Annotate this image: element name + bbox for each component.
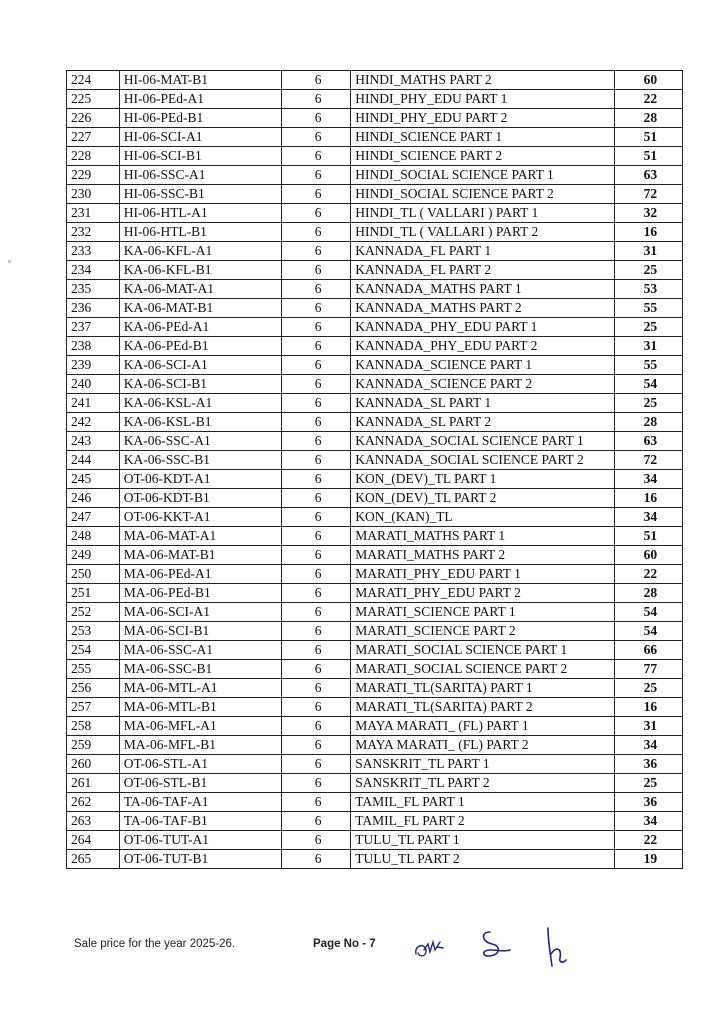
standard-cell: 6	[281, 318, 350, 337]
book-code-cell: OT-06-STL-B1	[119, 774, 281, 793]
serial-number-cell: 246	[67, 489, 120, 508]
standard-cell: 6	[281, 660, 350, 679]
book-code-cell: KA-06-MAT-B1	[119, 299, 281, 318]
table-row	[67, 166, 683, 185]
table-row	[67, 261, 683, 280]
price-cell: 16	[614, 489, 682, 508]
book-code-cell: MA-06-MTL-B1	[119, 698, 281, 717]
book-title-cell: MARATI_SOCIAL SCIENCE PART 2	[351, 660, 615, 679]
serial-number-cell: 230	[67, 185, 120, 204]
standard-cell: 6	[281, 584, 350, 603]
price-cell: 28	[614, 584, 682, 603]
book-code-cell: KA-06-SSC-A1	[119, 432, 281, 451]
price-cell: 77	[614, 660, 682, 679]
book-code-cell: KA-06-MAT-A1	[119, 280, 281, 299]
standard-cell: 6	[281, 128, 350, 147]
serial-number-cell: 253	[67, 622, 120, 641]
price-cell: 60	[614, 546, 682, 565]
sale-price-note: Sale price for the year 2025-26.	[74, 938, 236, 950]
book-title-cell: KANNADA_SCIENCE PART 2	[351, 375, 615, 394]
standard-cell: 6	[281, 204, 350, 223]
book-title-cell: KANNADA_SOCIAL SCIENCE PART 2	[351, 451, 615, 470]
book-title-cell: HINDI_MATHS PART 2	[351, 71, 615, 90]
price-cell: 66	[614, 641, 682, 660]
book-code-cell: OT-06-TUT-A1	[119, 831, 281, 850]
price-cell: 31	[614, 337, 682, 356]
book-code-cell: MA-06-PEd-B1	[119, 584, 281, 603]
standard-cell: 6	[281, 261, 350, 280]
serial-number-cell: 231	[67, 204, 120, 223]
book-title-cell: KON_(DEV)_TL PART 1	[351, 470, 615, 489]
book-code-cell: KA-06-SCI-A1	[119, 356, 281, 375]
serial-number-cell: 257	[67, 698, 120, 717]
serial-number-cell: 227	[67, 128, 120, 147]
book-code-cell: HI-06-PEd-B1	[119, 109, 281, 128]
table-row	[67, 679, 683, 698]
book-title-cell: MAYA MARATI_ (FL) PART 2	[351, 736, 615, 755]
book-title-cell: TAMIL_FL PART 2	[351, 812, 615, 831]
standard-cell: 6	[281, 470, 350, 489]
book-code-cell: HI-06-SSC-A1	[119, 166, 281, 185]
price-cell: 16	[614, 698, 682, 717]
book-code-cell: MA-06-MFL-B1	[119, 736, 281, 755]
price-cell: 28	[614, 413, 682, 432]
standard-cell: 6	[281, 527, 350, 546]
table-row	[67, 698, 683, 717]
book-title-cell: MARATI_SOCIAL SCIENCE PART 1	[351, 641, 615, 660]
serial-number-cell: 239	[67, 356, 120, 375]
serial-number-cell: 228	[67, 147, 120, 166]
standard-cell: 6	[281, 793, 350, 812]
serial-number-cell: 248	[67, 527, 120, 546]
book-code-cell: MA-06-SSC-A1	[119, 641, 281, 660]
book-code-cell: MA-06-MFL-A1	[119, 717, 281, 736]
book-code-cell: MA-06-PEd-A1	[119, 565, 281, 584]
table-row	[67, 508, 683, 527]
serial-number-cell: 243	[67, 432, 120, 451]
serial-number-cell: 244	[67, 451, 120, 470]
serial-number-cell: 247	[67, 508, 120, 527]
serial-number-cell: 259	[67, 736, 120, 755]
table-row	[67, 147, 683, 166]
book-code-cell: HI-06-SCI-A1	[119, 128, 281, 147]
book-title-cell: KANNADA_SL PART 1	[351, 394, 615, 413]
price-cell: 63	[614, 432, 682, 451]
price-cell: 31	[614, 717, 682, 736]
table-row	[67, 850, 683, 869]
table-row	[67, 280, 683, 299]
book-title-cell: MARATI_MATHS PART 1	[351, 527, 615, 546]
price-cell: 36	[614, 755, 682, 774]
table-row	[67, 565, 683, 584]
book-code-cell: KA-06-KFL-A1	[119, 242, 281, 261]
price-cell: 34	[614, 470, 682, 489]
standard-cell: 6	[281, 508, 350, 527]
price-cell: 22	[614, 565, 682, 584]
table-row	[67, 413, 683, 432]
price-cell: 55	[614, 299, 682, 318]
serial-number-cell: 250	[67, 565, 120, 584]
standard-cell: 6	[281, 280, 350, 299]
book-code-cell: MA-06-MTL-A1	[119, 679, 281, 698]
table-row	[67, 774, 683, 793]
price-cell: 19	[614, 850, 682, 869]
standard-cell: 6	[281, 71, 350, 90]
price-cell: 34	[614, 508, 682, 527]
book-title-cell: KANNADA_SCIENCE PART 1	[351, 356, 615, 375]
standard-cell: 6	[281, 223, 350, 242]
book-title-cell: MARATI_MATHS PART 2	[351, 546, 615, 565]
book-code-cell: HI-06-SCI-B1	[119, 147, 281, 166]
table-row	[67, 337, 683, 356]
table-row	[67, 641, 683, 660]
serial-number-cell: 258	[67, 717, 120, 736]
price-cell: 22	[614, 831, 682, 850]
serial-number-cell: 240	[67, 375, 120, 394]
standard-cell: 6	[281, 546, 350, 565]
serial-number-cell: 262	[67, 793, 120, 812]
textbook-price-table	[66, 70, 683, 869]
book-code-cell: TA-06-TAF-A1	[119, 793, 281, 812]
table-row	[67, 223, 683, 242]
standard-cell: 6	[281, 812, 350, 831]
book-code-cell: HI-06-HTL-B1	[119, 223, 281, 242]
book-code-cell: TA-06-TAF-B1	[119, 812, 281, 831]
table-row	[67, 660, 683, 679]
serial-number-cell: 265	[67, 850, 120, 869]
standard-cell: 6	[281, 736, 350, 755]
table-row	[67, 109, 683, 128]
price-cell: 72	[614, 451, 682, 470]
table-row	[67, 812, 683, 831]
book-title-cell: KANNADA_PHY_EDU PART 2	[351, 337, 615, 356]
standard-cell: 6	[281, 147, 350, 166]
book-code-cell: KA-06-SCI-B1	[119, 375, 281, 394]
table-row	[67, 432, 683, 451]
book-code-cell: MA-06-MAT-A1	[119, 527, 281, 546]
serial-number-cell: 232	[67, 223, 120, 242]
serial-number-cell: 224	[67, 71, 120, 90]
serial-number-cell: 235	[67, 280, 120, 299]
book-title-cell: SANSKRIT_TL PART 2	[351, 774, 615, 793]
price-cell: 55	[614, 356, 682, 375]
book-title-cell: MARATI_SCIENCE PART 1	[351, 603, 615, 622]
book-title-cell: HINDI_SOCIAL SCIENCE PART 1	[351, 166, 615, 185]
table-row	[67, 318, 683, 337]
serial-number-cell: 251	[67, 584, 120, 603]
book-code-cell: KA-06-KSL-A1	[119, 394, 281, 413]
table-row	[67, 717, 683, 736]
standard-cell: 6	[281, 850, 350, 869]
scan-speck	[8, 260, 11, 263]
serial-number-cell: 234	[67, 261, 120, 280]
price-cell: 36	[614, 793, 682, 812]
standard-cell: 6	[281, 337, 350, 356]
signatures	[410, 920, 590, 970]
table-row	[67, 185, 683, 204]
serial-number-cell: 254	[67, 641, 120, 660]
book-title-cell: HINDI_PHY_EDU PART 2	[351, 109, 615, 128]
table-row	[67, 470, 683, 489]
price-cell: 31	[614, 242, 682, 261]
book-title-cell: MARATI_PHY_EDU PART 1	[351, 565, 615, 584]
serial-number-cell: 236	[67, 299, 120, 318]
price-cell: 51	[614, 128, 682, 147]
table-row	[67, 603, 683, 622]
serial-number-cell: 245	[67, 470, 120, 489]
book-code-cell: HI-06-MAT-B1	[119, 71, 281, 90]
standard-cell: 6	[281, 755, 350, 774]
price-cell: 51	[614, 527, 682, 546]
standard-cell: 6	[281, 432, 350, 451]
book-code-cell: HI-06-SSC-B1	[119, 185, 281, 204]
book-title-cell: MARATI_PHY_EDU PART 2	[351, 584, 615, 603]
book-code-cell: KA-06-SSC-B1	[119, 451, 281, 470]
table-row	[67, 736, 683, 755]
price-cell: 34	[614, 812, 682, 831]
price-cell: 25	[614, 394, 682, 413]
book-code-cell: KA-06-KFL-B1	[119, 261, 281, 280]
standard-cell: 6	[281, 698, 350, 717]
table-row	[67, 622, 683, 641]
table-row	[67, 489, 683, 508]
book-code-cell: OT-06-KDT-B1	[119, 489, 281, 508]
standard-cell: 6	[281, 717, 350, 736]
signature-2	[483, 932, 510, 956]
book-code-cell: OT-06-STL-A1	[119, 755, 281, 774]
book-code-cell: MA-06-MAT-B1	[119, 546, 281, 565]
book-title-cell: TULU_TL PART 2	[351, 850, 615, 869]
table-row	[67, 90, 683, 109]
signature-1	[416, 942, 443, 956]
price-cell: 32	[614, 204, 682, 223]
book-title-cell: HINDI_SCIENCE PART 2	[351, 147, 615, 166]
standard-cell: 6	[281, 375, 350, 394]
standard-cell: 6	[281, 622, 350, 641]
table-row	[67, 299, 683, 318]
table-row	[67, 451, 683, 470]
serial-number-cell: 226	[67, 109, 120, 128]
standard-cell: 6	[281, 774, 350, 793]
serial-number-cell: 242	[67, 413, 120, 432]
table-row	[67, 793, 683, 812]
book-title-cell: MAYA MARATI_ (FL) PART 1	[351, 717, 615, 736]
price-cell: 72	[614, 185, 682, 204]
standard-cell: 6	[281, 831, 350, 850]
price-cell: 54	[614, 622, 682, 641]
price-cell: 34	[614, 736, 682, 755]
book-title-cell: KANNADA_MATHS PART 1	[351, 280, 615, 299]
book-title-cell: TAMIL_FL PART 1	[351, 793, 615, 812]
page-number: Page No - 7	[313, 938, 376, 950]
standard-cell: 6	[281, 356, 350, 375]
signature-3	[548, 928, 566, 966]
table-row	[67, 527, 683, 546]
serial-number-cell: 237	[67, 318, 120, 337]
price-cell: 28	[614, 109, 682, 128]
price-cell: 25	[614, 774, 682, 793]
book-title-cell: KANNADA_FL PART 1	[351, 242, 615, 261]
price-cell: 22	[614, 90, 682, 109]
book-code-cell: MA-06-SCI-A1	[119, 603, 281, 622]
table-row	[67, 128, 683, 147]
price-cell: 25	[614, 679, 682, 698]
standard-cell: 6	[281, 299, 350, 318]
book-title-cell: KANNADA_SL PART 2	[351, 413, 615, 432]
book-title-cell: KON_(KAN)_TL	[351, 508, 615, 527]
book-title-cell: HINDI_PHY_EDU PART 1	[351, 90, 615, 109]
serial-number-cell: 225	[67, 90, 120, 109]
book-code-cell: KA-06-PEd-B1	[119, 337, 281, 356]
standard-cell: 6	[281, 242, 350, 261]
book-code-cell: OT-06-TUT-B1	[119, 850, 281, 869]
serial-number-cell: 261	[67, 774, 120, 793]
book-title-cell: HINDI_SOCIAL SCIENCE PART 2	[351, 185, 615, 204]
book-code-cell: KA-06-KSL-B1	[119, 413, 281, 432]
serial-number-cell: 229	[67, 166, 120, 185]
serial-number-cell: 241	[67, 394, 120, 413]
book-title-cell: KANNADA_FL PART 2	[351, 261, 615, 280]
book-title-cell: HINDI_TL ( VALLARI ) PART 2	[351, 223, 615, 242]
standard-cell: 6	[281, 185, 350, 204]
table-row	[67, 204, 683, 223]
serial-number-cell: 263	[67, 812, 120, 831]
price-cell: 54	[614, 375, 682, 394]
table-row	[67, 242, 683, 261]
standard-cell: 6	[281, 603, 350, 622]
book-title-cell: TULU_TL PART 1	[351, 831, 615, 850]
book-code-cell: HI-06-HTL-A1	[119, 204, 281, 223]
serial-number-cell: 256	[67, 679, 120, 698]
price-cell: 53	[614, 280, 682, 299]
serial-number-cell: 264	[67, 831, 120, 850]
serial-number-cell: 255	[67, 660, 120, 679]
book-title-cell: KANNADA_SOCIAL SCIENCE PART 1	[351, 432, 615, 451]
book-title-cell: MARATI_TL(SARITA) PART 1	[351, 679, 615, 698]
table-row	[67, 546, 683, 565]
standard-cell: 6	[281, 641, 350, 660]
standard-cell: 6	[281, 109, 350, 128]
price-cell: 25	[614, 261, 682, 280]
book-code-cell: MA-06-SSC-B1	[119, 660, 281, 679]
standard-cell: 6	[281, 90, 350, 109]
table-row	[67, 584, 683, 603]
standard-cell: 6	[281, 413, 350, 432]
table-row	[67, 394, 683, 413]
table-row	[67, 71, 683, 90]
book-code-cell: MA-06-SCI-B1	[119, 622, 281, 641]
book-code-cell: HI-06-PEd-A1	[119, 90, 281, 109]
table-row	[67, 375, 683, 394]
book-title-cell: MARATI_TL(SARITA) PART 2	[351, 698, 615, 717]
price-cell: 60	[614, 71, 682, 90]
book-code-cell: KA-06-PEd-A1	[119, 318, 281, 337]
table-row	[67, 755, 683, 774]
table-row	[67, 356, 683, 375]
standard-cell: 6	[281, 565, 350, 584]
price-cell: 25	[614, 318, 682, 337]
serial-number-cell: 249	[67, 546, 120, 565]
book-title-cell: MARATI_SCIENCE PART 2	[351, 622, 615, 641]
book-code-cell: OT-06-KKT-A1	[119, 508, 281, 527]
price-cell: 16	[614, 223, 682, 242]
serial-number-cell: 233	[67, 242, 120, 261]
book-title-cell: SANSKRIT_TL PART 1	[351, 755, 615, 774]
book-title-cell: HINDI_SCIENCE PART 1	[351, 128, 615, 147]
book-code-cell: OT-06-KDT-A1	[119, 470, 281, 489]
price-cell: 63	[614, 166, 682, 185]
serial-number-cell: 260	[67, 755, 120, 774]
book-title-cell: KON_(DEV)_TL PART 2	[351, 489, 615, 508]
serial-number-cell: 252	[67, 603, 120, 622]
standard-cell: 6	[281, 489, 350, 508]
standard-cell: 6	[281, 394, 350, 413]
book-title-cell: KANNADA_PHY_EDU PART 1	[351, 318, 615, 337]
book-title-cell: KANNADA_MATHS PART 2	[351, 299, 615, 318]
price-cell: 54	[614, 603, 682, 622]
price-cell: 51	[614, 147, 682, 166]
standard-cell: 6	[281, 679, 350, 698]
table-row	[67, 831, 683, 850]
standard-cell: 6	[281, 451, 350, 470]
standard-cell: 6	[281, 166, 350, 185]
table-body	[67, 71, 683, 869]
book-title-cell: HINDI_TL ( VALLARI ) PART 1	[351, 204, 615, 223]
serial-number-cell: 238	[67, 337, 120, 356]
